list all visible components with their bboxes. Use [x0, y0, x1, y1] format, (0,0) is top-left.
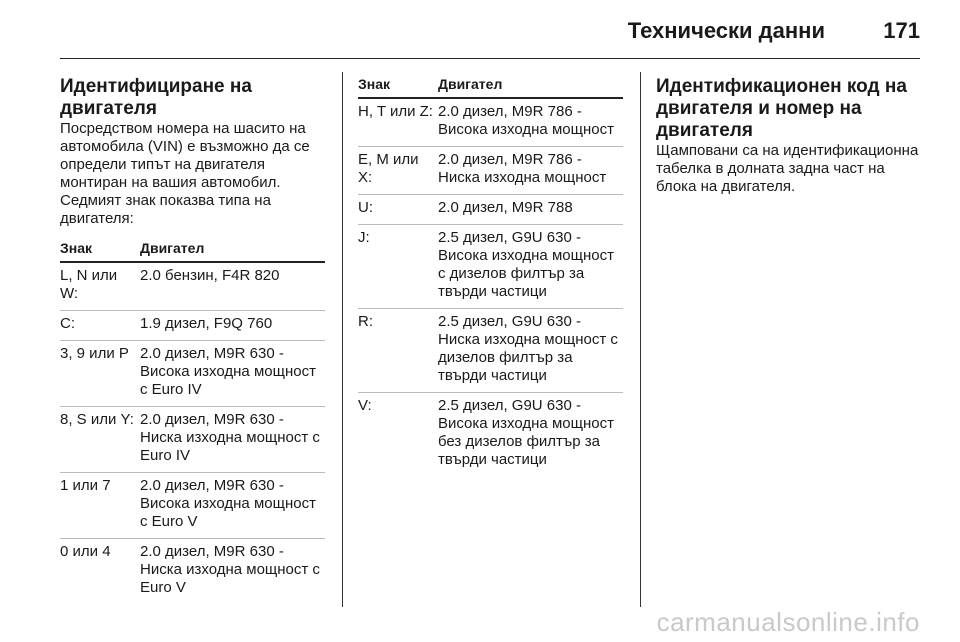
watermark: carmanualsonline.info [656, 607, 920, 637]
table-row [358, 195, 623, 225]
engine-code-table-1 [60, 236, 325, 604]
page-number: 171 [883, 18, 920, 43]
table-row [358, 98, 623, 147]
engine-code-number-heading: Идентификационен код на двигателя и номер на двигателя [656, 76, 907, 141]
column-1 [60, 76, 325, 604]
table-header-code: Знак [358, 72, 438, 98]
table-row [60, 407, 325, 473]
engine-code-cell: 1 или 7 [60, 473, 140, 539]
table-header-engine: Двигател [438, 72, 623, 98]
table-row [358, 393, 623, 477]
engine-desc-cell: 2.0 дизел, M9R 630 - Висока изходна мощност с Euro V [140, 473, 325, 539]
table-row [60, 341, 325, 407]
engine-desc-cell: 2.0 дизел, M9R 630 - Ниска изходна мощност с Euro V [140, 543, 320, 596]
table-header-code: Знак [60, 236, 140, 262]
engine-desc-cell: 2.0 дизел, M9R 630 - Висока изходна мощност с Euro IV [140, 341, 325, 407]
engine-code-cell: H, T или Z: [358, 98, 438, 147]
engine-desc-cell: 2.0 дизел, M9R 786 - Висока изходна мощност [438, 98, 623, 147]
engine-identification-text: Посредством номера на шасито на автомобила (VIN) е възможно да се определи типът на двигателя монтиран на вашия автомобил. Седмият знак показва типа на двигателя: [60, 120, 310, 227]
engine-desc-cell: 2.5 дизел, G9U 630 - Висока изходна мощност с дизелов филтър за твърди частици [438, 225, 623, 309]
column-divider-2 [640, 72, 641, 607]
column-3 [656, 76, 920, 196]
engine-code-cell: E, M или X: [358, 147, 438, 195]
engine-desc-cell: 2.5 дизел, G9U 630 - Висока изходна мощност без дизелов филтър за твърди частици [438, 397, 614, 468]
engine-code-cell: 0 или 4 [60, 543, 111, 560]
table-row [60, 473, 325, 539]
engine-code-table-2 [358, 72, 623, 476]
engine-desc-cell: 2.0 дизел, M9R 786 - Ниска изходна мощност [438, 147, 623, 195]
engine-code-cell: L, N или W: [60, 262, 140, 311]
header-rule [60, 58, 920, 59]
engine-desc-cell: 2.0 дизел, M9R 630 - Ниска изходна мощност с Euro IV [140, 407, 325, 473]
table-row [358, 225, 623, 309]
engine-code-cell: V: [358, 397, 372, 414]
engine-code-cell: 3, 9 или P [60, 341, 140, 407]
page-header-title: Технически данни [627, 18, 825, 43]
column-divider-1 [342, 72, 343, 607]
engine-code-cell: J: [358, 225, 438, 309]
engine-desc-cell: 2.0 бензин, F4R 820 [140, 262, 325, 311]
table-header-row [358, 72, 623, 98]
table-row [358, 147, 623, 195]
table-row [60, 311, 325, 341]
column-2 [358, 72, 623, 476]
engine-desc-cell: 2.5 дизел, G9U 630 - Ниска изходна мощност с дизелов филтър за твърди частици [438, 309, 623, 393]
table-header-engine: Двигател [140, 236, 325, 262]
engine-identification-heading: Идентифициране на двигателя [60, 76, 252, 119]
engine-code-cell: 8, S или Y: [60, 407, 140, 473]
engine-desc-cell: 2.0 дизел, M9R 788 [438, 195, 623, 225]
engine-code-cell: R: [358, 309, 438, 393]
table-row [358, 309, 623, 393]
table-header-row [60, 236, 325, 262]
engine-code-cell: C: [60, 311, 140, 341]
engine-desc-cell: 1.9 дизел, F9Q 760 [140, 311, 325, 341]
engine-code-number-text: Щамповани са на идентификационна табелка в долната задна част на блока на двигателя. [656, 142, 919, 195]
engine-code-cell: U: [358, 195, 438, 225]
table-row [60, 539, 325, 605]
table-row [60, 262, 325, 311]
